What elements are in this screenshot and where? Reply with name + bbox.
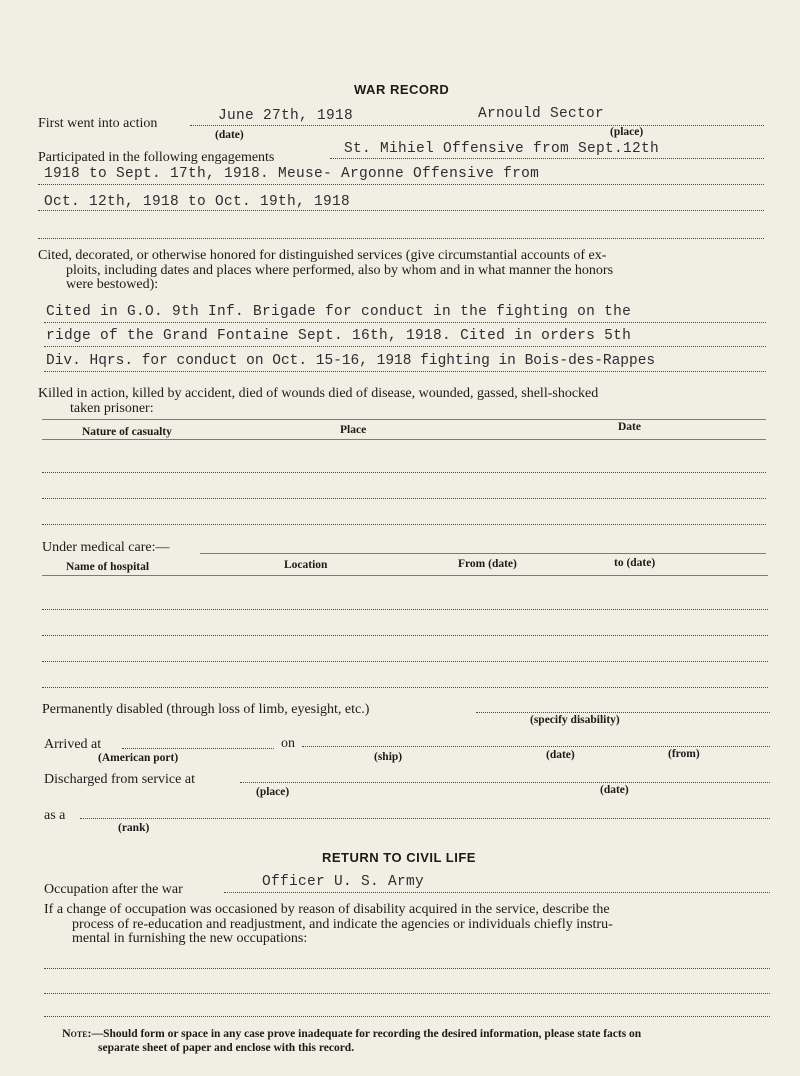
arrived-date-caption: (date) xyxy=(546,749,575,761)
change-line-2: process of re-education and readjustment, and indicate the agencies or individuals chiefly instru- xyxy=(72,916,613,932)
medical-row-line-3 xyxy=(42,661,768,662)
citations-value-2: ridge of the Grand Fontaine Sept. 16th, 1918. Cited in orders 5th xyxy=(46,328,632,344)
disabled-caption: (specify disability) xyxy=(530,714,620,726)
citations-label-line-3: were bestowed): xyxy=(66,277,159,292)
engagements-label: Participated in the following engagements xyxy=(38,150,275,165)
as-a-rank-caption: (rank) xyxy=(118,822,150,834)
footnote xyxy=(62,1026,641,1055)
arrived-port-line xyxy=(122,748,274,749)
casualty-header-top-rule xyxy=(42,419,766,420)
citations-line-1 xyxy=(44,322,766,323)
disabled-label: Permanently disabled (through loss of limb, eyesight, etc.) xyxy=(42,702,370,717)
medical-care-rule xyxy=(200,553,766,554)
first-action-place-caption: (place) xyxy=(610,126,644,138)
occupation-label: Occupation after the war xyxy=(44,882,183,897)
arrived-ship-line xyxy=(302,746,770,747)
casualty-row-line-1 xyxy=(42,472,766,473)
engagements-value-2: 1918 to Sept. 17th, 1918. Meuse- Argonne Offensive from xyxy=(44,166,540,182)
casualty-label xyxy=(38,387,598,416)
footnote-line-2: separate sheet of paper and enclose with this record. xyxy=(98,1042,355,1054)
medical-row-line-1 xyxy=(42,609,768,610)
citations-value-3: Div. Hqrs. for conduct on Oct. 15-16, 1918 fighting in Bois-des-Rappes xyxy=(46,353,656,369)
medical-care-label: Under medical care:— xyxy=(42,540,170,555)
discharged-label: Discharged from service at xyxy=(44,772,195,787)
change-row-line-1 xyxy=(44,968,770,969)
casualty-label-line-2: taken prisoner: xyxy=(70,400,154,416)
war-record-heading: WAR RECORD xyxy=(354,82,450,97)
engagements-value-1: St. Mihiel Offensive from Sept.12th xyxy=(344,141,660,157)
footnote-line-1: —Should form or space in any case prove inadequate for recording the desired information, please state facts on xyxy=(91,1028,642,1040)
discharged-place-caption: (place) xyxy=(256,786,290,798)
medical-col-location: Location xyxy=(284,559,328,571)
engagements-line-1 xyxy=(330,158,764,159)
medical-col-from: From (date) xyxy=(458,558,517,570)
arrived-from-caption: (from) xyxy=(668,748,700,760)
engagements-value-3: Oct. 12th, 1918 to Oct. 19th, 1918 xyxy=(44,194,351,210)
casualty-col-date: Date xyxy=(618,421,641,433)
discharged-date-caption: (date) xyxy=(600,784,629,796)
citations-line-2 xyxy=(44,346,766,347)
first-action-date-value: June 27th, 1918 xyxy=(218,108,354,124)
first-action-date-caption: (date) xyxy=(215,129,244,141)
discharged-line xyxy=(240,782,770,783)
first-action-label: First went into action xyxy=(38,116,158,131)
medical-row-line-4 xyxy=(42,687,768,688)
change-row-line-3 xyxy=(44,1016,770,1017)
footnote-prefix: Note: xyxy=(62,1026,92,1040)
arrived-label: Arrived at xyxy=(44,737,102,752)
casualty-header-bottom-rule xyxy=(42,439,766,440)
change-of-occupation-label xyxy=(44,903,613,947)
occupation-line xyxy=(224,892,770,893)
medical-col-hospital: Name of hospital xyxy=(66,561,150,573)
occupation-value: Officer U. S. Army xyxy=(262,874,425,890)
casualty-label-line-1: Killed in action, killed by accident, died of wounds died of disease, wounded, gassed, shell-shocked xyxy=(38,386,599,401)
as-a-label: as a xyxy=(44,808,66,823)
change-line-1: If a change of occupation was occasioned by reason of disability acquired in the service, describe the xyxy=(44,902,610,917)
first-action-line xyxy=(190,125,764,126)
casualty-col-place: Place xyxy=(340,424,367,436)
engagements-line-3 xyxy=(38,210,764,211)
medical-col-to: to (date) xyxy=(614,557,656,569)
change-line-3: mental in furnishing the new occupations: xyxy=(72,931,308,946)
engagements-line-2 xyxy=(38,184,764,185)
arrived-ship-caption: (ship) xyxy=(374,751,403,763)
citations-label-line-1: Cited, decorated, or otherwise honored for distinguished services (give circumstantial accounts of ex- xyxy=(38,248,607,263)
engagements-line-4 xyxy=(38,238,764,239)
arrived-on-label: on xyxy=(281,736,295,751)
citations-value-1: Cited in G.O. 9th Inf. Brigade for conduct in the fighting on the xyxy=(46,304,632,320)
casualty-col-nature: Nature of casualty xyxy=(82,426,172,438)
disabled-line xyxy=(476,712,770,713)
arrived-port-caption: (American port) xyxy=(98,752,179,764)
as-a-line xyxy=(80,818,770,819)
casualty-row-line-3 xyxy=(42,524,766,525)
citations-label-line-2: ploits, including dates and places where performed, also by whom and in what manner the honors xyxy=(66,262,614,278)
citations-line-3 xyxy=(44,371,766,372)
change-row-line-2 xyxy=(44,993,770,994)
citations-label xyxy=(38,249,613,293)
medical-header-bottom-rule xyxy=(42,575,768,576)
medical-row-line-2 xyxy=(42,635,768,636)
casualty-row-line-2 xyxy=(42,498,766,499)
first-action-place-value: Arnould Sector xyxy=(478,106,605,122)
civil-life-heading: RETURN TO CIVIL LIFE xyxy=(322,850,476,865)
